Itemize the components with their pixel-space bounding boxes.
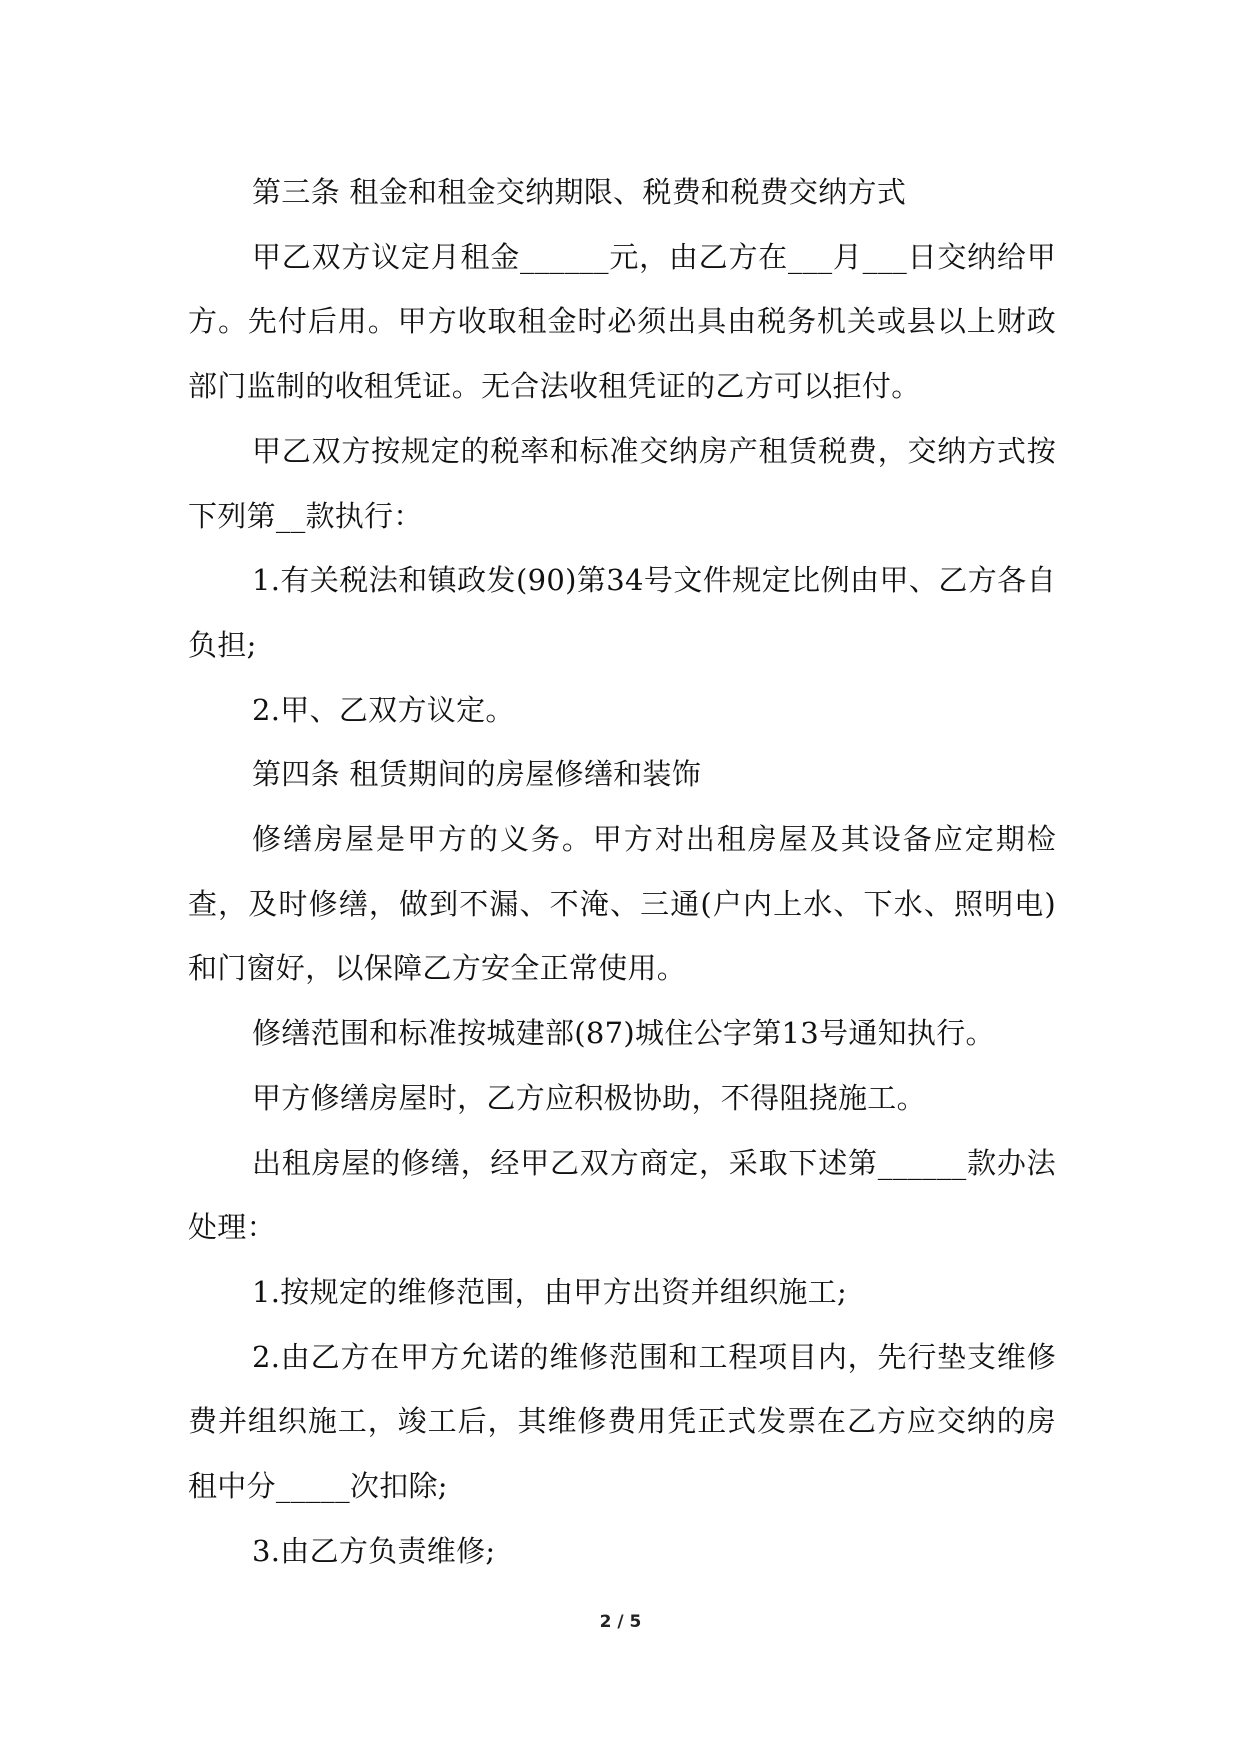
repair-option-1: 1.按规定的维修范围，由甲方出资并组织施工; (252, 1274, 848, 1309)
repair-standard-paragraph: 修缮范围和标准按城建部(87)城住公字第13号通知执行。 (252, 1016, 995, 1051)
tax-payment-paragraph: 甲乙双方按规定的税率和标准交纳房产租赁税费，交纳方式按下列第__款执行： (188, 433, 1056, 533)
repair-option-3: 3.由乙方负责维修; (252, 1533, 496, 1568)
article-4-heading: 第四条 租赁期间的房屋修缮和装饰 (252, 757, 702, 792)
repair-cooperation-paragraph: 甲方修缮房屋时，乙方应积极协助，不得阻挠施工。 (252, 1080, 926, 1115)
tax-option-2: 2.甲、乙双方议定。 (252, 692, 515, 727)
document-body (188, 160, 1056, 1583)
rent-amount-paragraph: 甲乙双方议定月租金______元，由乙方在___月___日交纳给甲方。先付后用。甲方收取租金时必须出具由税务机关或县以上财政部门监制的收租凭证。无合法收租凭证的乙方可以拒付。 (188, 239, 1056, 404)
repair-obligation-paragraph: 修缮房屋是甲方的义务。甲方对出租房屋及其设备应定期检查，及时修缮，做到不漏、不淹、三通(户内上水、下水、照明电)和门窗好，以保障乙方安全正常使用。 (188, 822, 1056, 986)
tax-option-1: 1.有关税法和镇政发(90)第34号文件规定比例由甲、乙方各自负担; (188, 563, 1056, 662)
article-3-heading: 第三条 租金和租金交纳期限、税费和税费交纳方式 (252, 175, 907, 209)
page-number: 2 / 5 (599, 1612, 642, 1632)
repair-option-2: 2.由乙方在甲方允诺的维修范围和工程项目内，先行垫支维修费并组织施工，竣工后，其维修费用凭正式发票在乙方应交纳的房租中分_____次扣除; (188, 1339, 1056, 1504)
repair-method-paragraph: 出租房屋的修缮，经甲乙双方商定，采取下述第______款办法处理： (188, 1145, 1056, 1245)
